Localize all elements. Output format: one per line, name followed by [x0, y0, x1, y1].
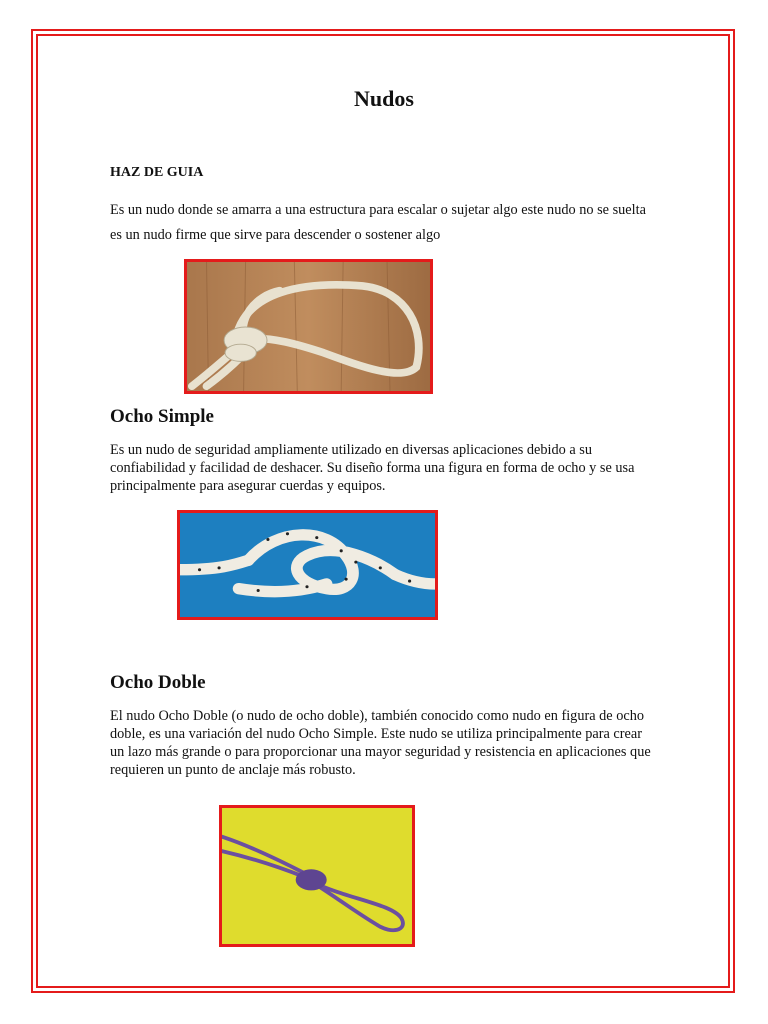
bowline-illustration	[187, 262, 430, 391]
knot-photo-ocho-simple	[177, 510, 438, 620]
section-body-ocho-simple: Es un nudo de seguridad ampliamente utilizado en diversas aplicaciones debido a su confiabilidad y facilidad de deshacer. Su diseño forma una figura en forma de ocho y se usa principalmente para asegurar cuerdas y equipos.	[110, 442, 635, 494]
document-title: Nudos	[354, 86, 414, 111]
section-body-ocho-doble: El nudo Ocho Doble (o nudo de ocho doble), también conocido como nudo en figura de ocho doble, es una variación del nudo Ocho Simple. Este nudo se utiliza principalmente para crear un lazo más grande o para proporcionar una mayor seguridad y resistencia en aplicaciones que requieren un punto de anclaje más robusto.	[110, 708, 651, 778]
knot-photo-ocho-doble	[219, 805, 415, 947]
figure-eight-illustration	[180, 513, 435, 617]
section-body-haz-de-guia: Es un nudo donde se amarra a una estructura para escalar o sujetar algo este nudo no se suelta es un nudo firme que sirve para descender o sostener algo	[110, 202, 646, 243]
figure-eight-loop-illustration	[222, 808, 412, 944]
knot-photo-bowline	[184, 259, 433, 394]
section-heading-ocho-simple: Ocho Simple	[110, 406, 214, 427]
section-heading-ocho-doble: Ocho Doble	[110, 672, 206, 693]
section-heading-haz-de-guia: HAZ DE GUIA	[110, 165, 204, 180]
